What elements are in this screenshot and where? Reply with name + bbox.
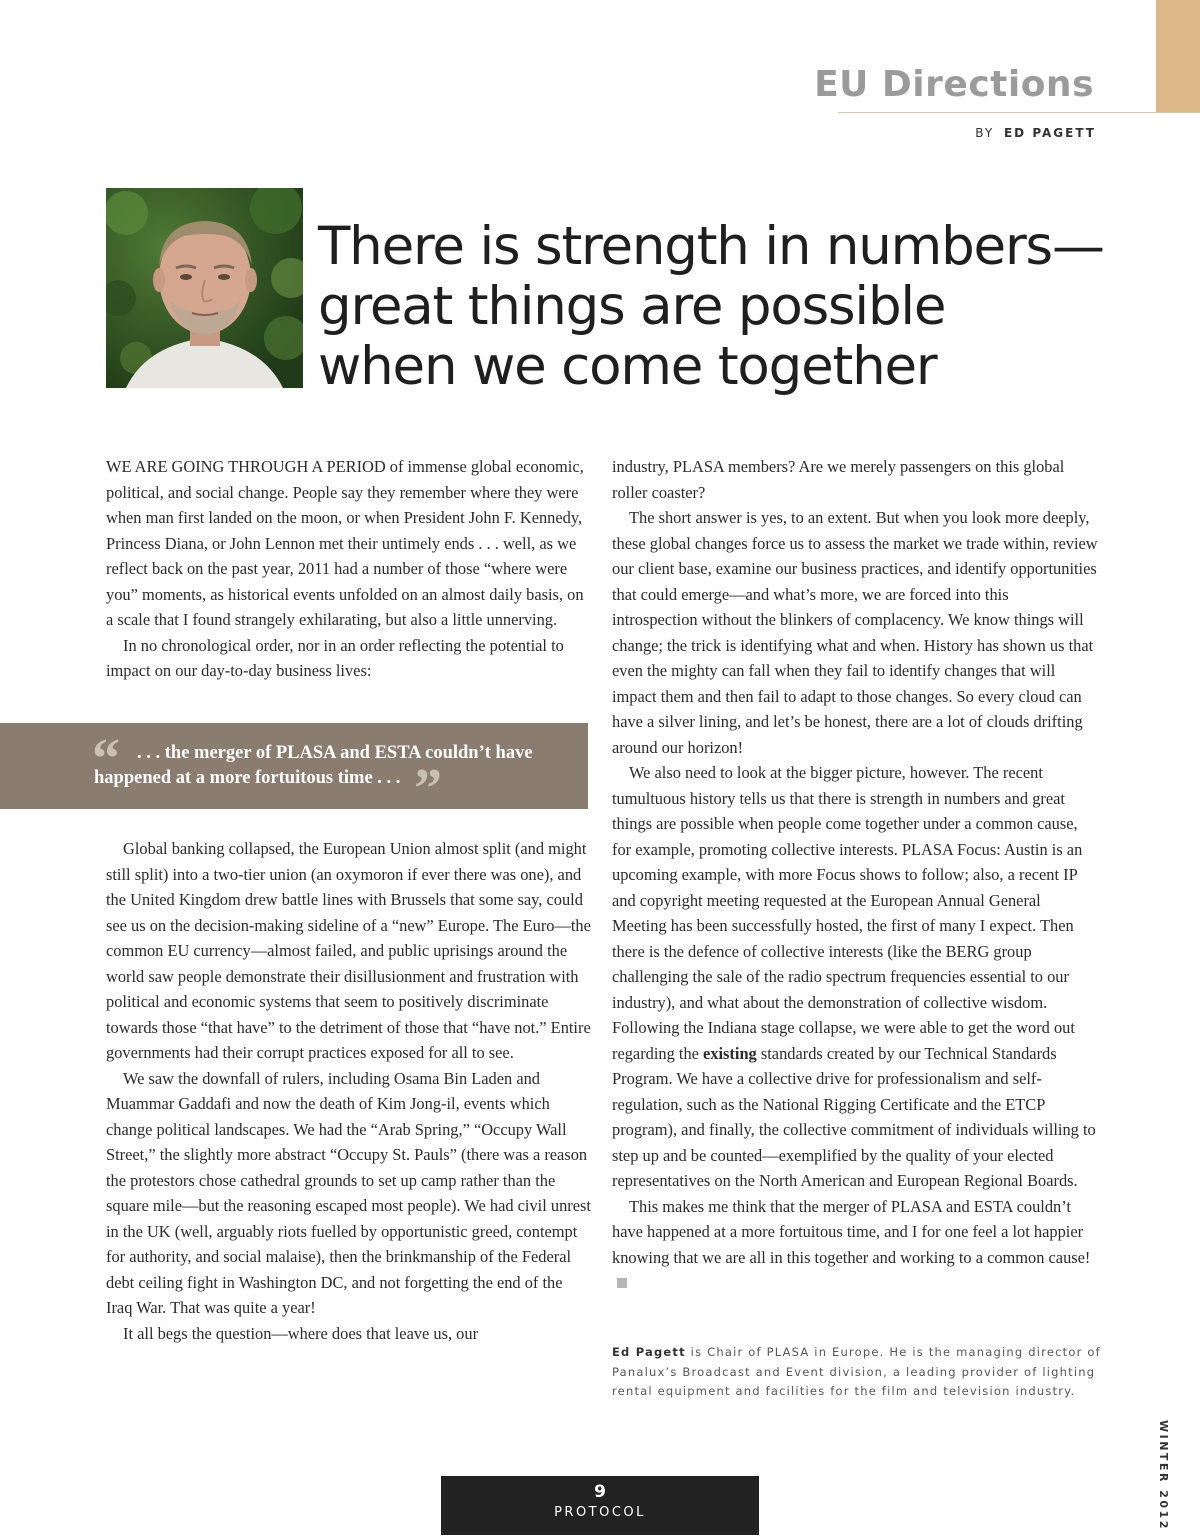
open-quote-mark: “ — [92, 728, 120, 790]
article-column-left-top — [106, 454, 592, 684]
page-number: 9 — [594, 1482, 606, 1502]
pull-quote-line-1: . . . the merger of PLASA and ESTA couldn’t have — [137, 743, 533, 763]
article-paragraph: industry, PLASA members? Are we merely passengers on this global roller coaster? — [612, 457, 1065, 502]
pull-quote — [0, 723, 588, 820]
article-paragraph: In no chronological order, nor in an order reflecting the potential to impact on our day-to-day business lives: — [106, 635, 564, 680]
bio-text: is Chair of PLASA in Europe. He is the managing director of Panalux’s Broadcast and Event division, a leading provider of lighting rental equipment and facilities for the film and television industry. — [612, 1345, 1101, 1398]
bio-name: Ed Pagett — [612, 1345, 686, 1359]
end-of-article-icon — [617, 1278, 627, 1288]
article-paragraph — [612, 760, 1098, 1194]
byline — [975, 126, 1096, 140]
page-footer — [441, 1476, 759, 1535]
author-photo — [106, 188, 303, 388]
article-paragraph: It all begs the question—where does that leave us, our — [123, 1323, 479, 1343]
emphasized-word: existing — [703, 1043, 757, 1063]
article-paragraph: Global banking collapsed, the European Union almost split (and might still split) into a two-tier union (an oxymoron if ever there was one), and the United Kingdom drew battle lines with Brussels that some say, could see us on the decision-making sideline of a “new” Europe. The Euro—the common EU currency—almost failed, and public uprisings around the world saw people demonstrate their disillusionment and frustration with political and economic systems that seem to positively discriminate towards those “that have” to the detriment of those that “have not.” Entire governments had their corrupt practices exposed for all to see. — [106, 839, 591, 1062]
headline-line-2: great things are possible — [318, 276, 946, 337]
byline-author: ED PAGETT — [1003, 126, 1096, 140]
paragraph-text: standards created by our Technical Standards Program. We have a collective drive for professionalism and self-regulation, such as the National Rigging Certificate and the ETCP program), and finally, the collective commitment of individuals willing to step up and be counted—exemplified by the quality of your elected representatives on the North American and European Regional Boards. — [612, 1043, 1096, 1190]
article-paragraph: WE ARE GOING THROUGH A PERIOD of immense global economic, political, and social change. People say they remember where they were when man first landed on the moon, or when President John F. Kennedy, Princess Diana, or John Lennon met their untimely ends . . . well, as we reflect back on the past year, 2011 had a number of those “where were you” moments, as historical events unfolded on an almost daily basis, on a scale that I found strangely exhilarating, but also a little unnerving. — [106, 457, 584, 629]
author-bio — [612, 1343, 1102, 1402]
article-headline — [318, 216, 1104, 397]
section-color-tab — [1156, 0, 1200, 113]
article-paragraph: The short answer is yes, to an extent. But when you look more deeply, these global changes force us to assess the market we trade within, review our client base, examine our business practices, and identify opportunities that could emerge—and what’s more, we are forced into this introspection without the blinkers of complacency. We know things will change; the trick is identifying what and when. History has shown us that even the mighty can fall when they fail to identify changes that will impact them and then fail to adapt to those changes. So every cloud can have a silver lining, and let’s be honest, there are a lot of clouds drifting around our horizon! — [612, 508, 1098, 757]
article-column-left-bottom — [106, 836, 592, 1346]
publication-name: PROTOCOL — [554, 1505, 646, 1520]
article-paragraph: We saw the downfall of rulers, including Osama Bin Laden and Muammar Gaddafi and now the death of Kim Jong-il, events which change political landscapes. We had the “Arab Spring,” “Occupy Wall Street,” the slightly more abstract “Occupy St. Pauls” (there was a reason the protestors chose cathedral grounds to set up camp rather than the square mile—but the reasoning escaped most people). We had civil unrest in the UK (well, arguably riots fuelled by opportunistic greed, contempt for authority, and social malaise), then the brinkmanship of the Federal debt ceiling fight in Washington DC, and not forgetting the end of the Iraq War. That was quite a year! — [106, 1068, 591, 1317]
close-quote-mark: ” — [414, 758, 442, 820]
headline-line-3: when we come together — [318, 336, 937, 397]
section-title: EU Directions — [814, 64, 1094, 105]
headline-line-1: There is strength in numbers— — [318, 216, 1104, 277]
paragraph-text: This makes me think that the merger of PLASA and ESTA couldn’t have happened at a more fortuitous time, and I for one feel a lot happier knowing that we are all in this together and working to a common cause! — [612, 1196, 1091, 1267]
article-column-right — [612, 454, 1098, 1296]
pull-quote-line-2: happened at a more fortuitous time . . . — [94, 768, 401, 788]
byline-prefix: BY — [975, 126, 995, 140]
article-paragraph — [612, 1194, 1098, 1296]
section-divider — [838, 112, 1200, 113]
paragraph-text: We also need to look at the bigger picture, however. The recent tumultuous history tells us that there is strength in numbers and great things are possible when people come together under a common cause, for example, promoting collective interests. PLASA Focus: Austin is an upcoming example, with more Focus shows to follow; also, a recent IP and copyright meeting requested at the European Annual General Meeting has been successfully hosted, the first of many I expect. Then there is the defence of collective interests (like the BERG group challenging the sale of the radio spectrum frequencies essential to our industry), and what about the demonstration of collective wisdom. Following the Indiana stage collapse, we were able to get the word out regarding the — [612, 763, 1083, 1063]
issue-label: WINTER 2012 — [1157, 1420, 1170, 1531]
